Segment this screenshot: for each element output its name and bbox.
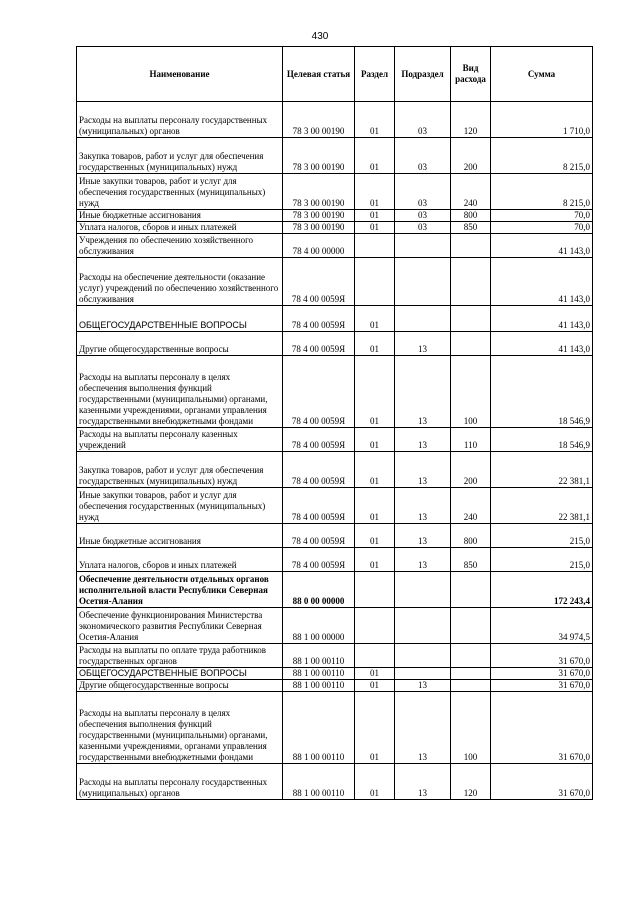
table-row: [77, 764, 593, 800]
table-row: [77, 524, 593, 548]
cell-subsection: 13: [395, 488, 451, 524]
cell-article: 78 4 00 0059Я: [283, 428, 355, 452]
cell-name: Иные закупки товаров, работ и услуг для обеспечения государственных (муниципальных) нужд: [77, 488, 283, 524]
cell-expense-type: 120: [451, 764, 491, 800]
cell-subsection: 13: [395, 548, 451, 572]
cell-sum: 70,0: [491, 222, 593, 234]
cell-sum: 8 215,0: [491, 138, 593, 174]
cell-name: Обеспечение функционирования Министерства экономического развития Республики Северная Осетия-Алания: [77, 608, 283, 644]
cell-subsection: 13: [395, 524, 451, 548]
cell-sum: 215,0: [491, 548, 593, 572]
cell-expense-type: 120: [451, 102, 491, 138]
cell-name: Другие общегосударственные вопросы: [77, 680, 283, 692]
cell-sum: 31 670,0: [491, 680, 593, 692]
cell-sum: 215,0: [491, 524, 593, 548]
cell-article: 88 1 00 00110: [283, 692, 355, 764]
header-name: Наименование: [77, 47, 283, 102]
cell-name: Закупка товаров, работ и услуг для обеспечения государственных (муниципальных) нужд: [77, 138, 283, 174]
cell-name: Расходы на выплаты персоналу в целях обеспечения выполнения функций государственными (муниципальными) органами, казенными учреждениями, органами управления государственными внебюджетными фондами: [77, 356, 283, 428]
cell-name: Закупка товаров, работ и услуг для обеспечения государственных (муниципальных) нужд: [77, 452, 283, 488]
cell-article: 78 4 00 00000: [283, 234, 355, 258]
cell-subsection: 13: [395, 452, 451, 488]
cell-sum: 1 710,0: [491, 102, 593, 138]
header-article: Целевая статья: [283, 47, 355, 102]
table-row: [77, 548, 593, 572]
table-row: [77, 680, 593, 692]
cell-expense-type: 800: [451, 210, 491, 222]
cell-name: Уплата налогов, сборов и иных платежей: [77, 548, 283, 572]
cell-name: Расходы на выплаты персоналу государственных (муниципальных) органов: [77, 764, 283, 800]
cell-subsection: 03: [395, 222, 451, 234]
cell-subsection: 13: [395, 428, 451, 452]
cell-expense-type: [451, 668, 491, 680]
table-header-row: [77, 47, 593, 102]
table-row: [77, 452, 593, 488]
cell-section: [355, 644, 395, 668]
cell-section: 01: [355, 764, 395, 800]
cell-section: 01: [355, 332, 395, 356]
cell-section: 01: [355, 138, 395, 174]
cell-section: 01: [355, 548, 395, 572]
cell-expense-type: [451, 644, 491, 668]
cell-article: 78 4 00 0059Я: [283, 488, 355, 524]
cell-name: Расходы на выплаты персоналу государственных (муниципальных) органов: [77, 102, 283, 138]
cell-section: [355, 258, 395, 306]
cell-section: 01: [355, 102, 395, 138]
table-row: [77, 174, 593, 210]
cell-section: 01: [355, 356, 395, 428]
cell-sum: 70,0: [491, 210, 593, 222]
cell-name: Обеспечение деятельности отдельных органов исполнительной власти Республики Северная Осетия-Алания: [77, 572, 283, 608]
cell-subsection: 03: [395, 138, 451, 174]
cell-expense-type: [451, 680, 491, 692]
cell-expense-type: 100: [451, 692, 491, 764]
cell-article: 78 4 00 0059Я: [283, 524, 355, 548]
cell-name: Расходы на обеспечение деятельности (оказание услуг) учреждений по обеспечению хозяйственного обслуживания: [77, 258, 283, 306]
cell-sum: 31 670,0: [491, 644, 593, 668]
cell-sum: 18 546,9: [491, 428, 593, 452]
cell-name: Другие общегосударственные вопросы: [77, 332, 283, 356]
cell-subsection: 03: [395, 174, 451, 210]
cell-name: ОБЩЕГОСУДАРСТВЕННЫЕ ВОПРОСЫ: [77, 306, 283, 332]
cell-name: Расходы на выплаты по оплате труда работников государственных органов: [77, 644, 283, 668]
cell-sum: 41 143,0: [491, 258, 593, 306]
cell-subsection: 13: [395, 332, 451, 356]
cell-subsection: 13: [395, 764, 451, 800]
cell-article: 78 4 00 0059Я: [283, 258, 355, 306]
cell-sum: 22 381,1: [491, 488, 593, 524]
cell-article: 78 3 00 00190: [283, 102, 355, 138]
header-subsection: Подраздел: [395, 47, 451, 102]
cell-section: 01: [355, 174, 395, 210]
cell-expense-type: 110: [451, 428, 491, 452]
cell-article: 78 4 00 0059Я: [283, 306, 355, 332]
cell-sum: 8 215,0: [491, 174, 593, 210]
cell-subsection: 03: [395, 210, 451, 222]
cell-section: 01: [355, 524, 395, 548]
cell-subsection: [395, 234, 451, 258]
cell-expense-type: 240: [451, 174, 491, 210]
cell-article: 88 1 00 00110: [283, 764, 355, 800]
cell-subsection: [395, 572, 451, 608]
cell-article: 78 3 00 00190: [283, 138, 355, 174]
cell-sum: 18 546,9: [491, 356, 593, 428]
cell-subsection: 13: [395, 356, 451, 428]
cell-subsection: [395, 608, 451, 644]
table-row: [77, 356, 593, 428]
cell-name: Уплата налогов, сборов и иных платежей: [77, 222, 283, 234]
table-row: [77, 102, 593, 138]
cell-expense-type: 200: [451, 452, 491, 488]
cell-section: 01: [355, 306, 395, 332]
cell-subsection: 03: [395, 102, 451, 138]
table-row: [77, 306, 593, 332]
cell-expense-type: 100: [451, 356, 491, 428]
cell-article: 88 1 00 00000: [283, 608, 355, 644]
cell-section: 01: [355, 452, 395, 488]
budget-table: [76, 46, 593, 800]
cell-name: Расходы на выплаты персоналу в целях обеспечения выполнения функций государственными (муниципальными) органами, казенными учреждениями, органами управления государственными внебюджетными фондами: [77, 692, 283, 764]
cell-article: 88 1 00 00110: [283, 680, 355, 692]
cell-sum: 172 243,4: [491, 572, 593, 608]
table-row: [77, 234, 593, 258]
cell-section: 01: [355, 488, 395, 524]
cell-expense-type: 800: [451, 524, 491, 548]
cell-article: 88 1 00 00110: [283, 644, 355, 668]
cell-subsection: 13: [395, 692, 451, 764]
cell-expense-type: [451, 258, 491, 306]
header-section: Раздел: [355, 47, 395, 102]
cell-article: 78 4 00 0059Я: [283, 452, 355, 488]
cell-section: [355, 234, 395, 258]
cell-article: 78 4 00 0059Я: [283, 548, 355, 572]
table-row: [77, 138, 593, 174]
cell-name: Иные бюджетные ассигнования: [77, 210, 283, 222]
cell-section: [355, 572, 395, 608]
cell-name: ОБЩЕГОСУДАРСТВЕННЫЕ ВОПРОСЫ: [77, 668, 283, 680]
cell-sum: 31 670,0: [491, 692, 593, 764]
table-row: [77, 572, 593, 608]
cell-subsection: [395, 306, 451, 332]
cell-sum: 31 670,0: [491, 668, 593, 680]
cell-expense-type: [451, 234, 491, 258]
table-row: [77, 668, 593, 680]
cell-expense-type: [451, 306, 491, 332]
cell-subsection: [395, 668, 451, 680]
cell-article: 78 3 00 00190: [283, 174, 355, 210]
cell-article: 88 1 00 00110: [283, 668, 355, 680]
cell-section: 01: [355, 668, 395, 680]
cell-section: 01: [355, 210, 395, 222]
cell-section: 01: [355, 692, 395, 764]
cell-name: Расходы на выплаты персоналу казенных учреждений: [77, 428, 283, 452]
cell-name: Учреждения по обеспечению хозяйственного обслуживания: [77, 234, 283, 258]
cell-sum: 41 143,0: [491, 332, 593, 356]
cell-sum: 22 381,1: [491, 452, 593, 488]
cell-name: Иные закупки товаров, работ и услуг для обеспечения государственных (муниципальных) нужд: [77, 174, 283, 210]
table-row: [77, 332, 593, 356]
header-sum: Сумма: [491, 47, 593, 102]
cell-article: 78 3 00 00190: [283, 210, 355, 222]
cell-article: 78 3 00 00190: [283, 222, 355, 234]
table-row: [77, 222, 593, 234]
cell-article: 78 4 00 0059Я: [283, 356, 355, 428]
cell-article: 88 0 00 00000: [283, 572, 355, 608]
table-row: [77, 428, 593, 452]
cell-expense-type: 240: [451, 488, 491, 524]
table-row: [77, 692, 593, 764]
cell-expense-type: 850: [451, 548, 491, 572]
table-row: [77, 644, 593, 668]
cell-sum: 41 143,0: [491, 234, 593, 258]
cell-expense-type: [451, 332, 491, 356]
table-row: [77, 258, 593, 306]
cell-sum: 31 670,0: [491, 764, 593, 800]
cell-subsection: [395, 258, 451, 306]
cell-subsection: 13: [395, 680, 451, 692]
table-row: [77, 210, 593, 222]
cell-subsection: [395, 644, 451, 668]
cell-name: Иные бюджетные ассигнования: [77, 524, 283, 548]
cell-expense-type: 200: [451, 138, 491, 174]
table-row: [77, 608, 593, 644]
header-expense-type: Вид расхода: [451, 47, 491, 102]
cell-section: [355, 608, 395, 644]
page-number: 430: [311, 31, 329, 42]
cell-section: 01: [355, 680, 395, 692]
cell-expense-type: 850: [451, 222, 491, 234]
cell-sum: 34 974,5: [491, 608, 593, 644]
cell-expense-type: [451, 572, 491, 608]
cell-expense-type: [451, 608, 491, 644]
cell-article: 78 4 00 0059Я: [283, 332, 355, 356]
cell-sum: 41 143,0: [491, 306, 593, 332]
table-row: [77, 488, 593, 524]
cell-section: 01: [355, 428, 395, 452]
cell-section: 01: [355, 222, 395, 234]
